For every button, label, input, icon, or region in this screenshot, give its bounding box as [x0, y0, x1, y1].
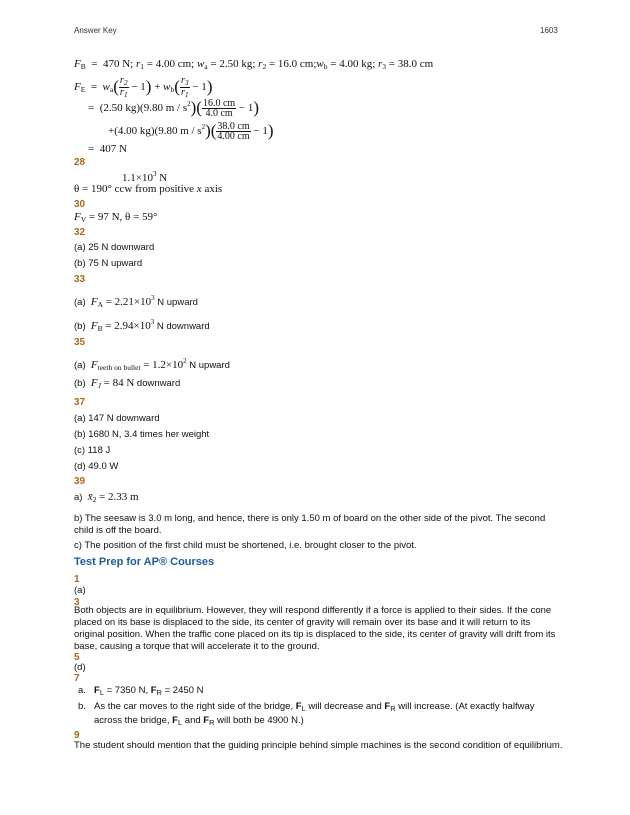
page-number: 1603 — [540, 26, 558, 35]
section-heading-test-prep: Test Prep for AP® Courses — [74, 556, 215, 568]
problem-37-number: 37 — [74, 397, 86, 408]
problem-32-a: (a) 25 N downward — [74, 242, 155, 253]
problem-28-magnitude: $1.1\times 10^3$ N — [122, 170, 168, 184]
problem-30-answer: $F_V = 97$ N, θ = 59° — [74, 211, 158, 224]
tp-7-a-label: a. — [78, 685, 86, 696]
eq-result: = 407 N — [88, 143, 127, 155]
tp-1-answer: (a) — [74, 585, 86, 596]
running-header: Answer Key — [74, 26, 117, 35]
problem-35-number: 35 — [74, 337, 86, 348]
tp-7-number: 7 — [74, 673, 80, 684]
problem-28-angle: θ = 190° ccw from positive x axis — [74, 183, 223, 195]
tp-3-number: 3 — [74, 597, 80, 608]
problem-37-d: (d) 49.0 W — [74, 461, 119, 472]
problem-32-b: (b) 75 N upward — [74, 258, 143, 269]
problem-37-a: (a) 147 N downward — [74, 413, 160, 424]
eq-line-1: $F_B = 470$ N; $r_1 = 4.00$ cm; $w_a = 2.50$ kg; $r_2 = 16.0$ $cm;w_b = 4.00$ kg; $r_3 = 38.0$ cm — [74, 58, 434, 71]
problem-39-number: 39 — [74, 476, 86, 487]
eq-line-3: = (2.50 kg)(9.80 m / $s^2$)( $\frac{16.0 cm}{4.0 cm}$ − 1) — [88, 97, 260, 119]
problem-33-number: 33 — [74, 274, 86, 285]
problem-28-number: 28 — [74, 157, 86, 168]
problem-37-b: (b) 1680 N, 3.4 times her weight — [74, 429, 210, 440]
tp-7-b-answer: As the car moves to the right side of the bridge, $F_L$ will decrease and $F_R$ will increase. (At exactly halfway across the bridge, $F_L$ and $F_R$ will both be 4900 N.) — [94, 701, 535, 727]
problem-32-number: 32 — [74, 227, 86, 238]
eq-line-4: +(4.00 kg)(9.80 m / $s^2$)( $\frac{38.0 cm}{4.00 cm}$ − 1) — [108, 120, 274, 142]
tp-5-number: 5 — [74, 652, 80, 663]
problem-39-c: c) The position of the first child must be shortened, i.e. brought closer to the pivot. — [74, 540, 417, 551]
eq-line-2: $F_E = w_a$( $\frac{r_2}{r_1}$ − $1) + w_b$( $\frac{r_3}{r_1}$ − 1) — [74, 75, 213, 99]
problem-35-a: (a) $F_{teeth on bullet} = 1.2\times 10^2$ N upward — [74, 357, 230, 372]
tp-7-b-label: b. — [78, 701, 86, 712]
problem-33-a: (a) $F_A = 2.21\times 10^3$ N upward — [74, 294, 198, 309]
tp-7-a-answer: $F_L = 7350$ N, $F_R = 2450$ N — [94, 685, 204, 697]
tp-3-answer: Both objects are in equilibrium. However, they will respond differently if a force is applied to their sides. If the cone placed on its base is displaced to the side, its center of gravity will remain over its base and it will return to its original position. When the traffic cone placed on its tip is displaced to the side, its center of gravity will drift from its base, causing a torque that will accelerate it to the ground. — [74, 605, 556, 652]
problem-35-b: (b) $F_J = 84$ N downward — [74, 377, 181, 390]
problem-39-a: a) $x̄_2 = 2.33$ m — [74, 491, 139, 504]
problem-37-c: (c) 118 J — [74, 445, 111, 456]
tp-5-answer: (d) — [74, 662, 86, 673]
problem-39-b: b) The seesaw is 3.0 m long, and hence, there is only 1.50 m of board on the other side of the pivot. The second child is off the board. — [74, 513, 546, 536]
problem-33-b: (b) $F_B = 2.94\times 10^3$ N downward — [74, 318, 210, 333]
tp-1-number: 1 — [74, 574, 80, 585]
tp-9-number: 9 — [74, 730, 80, 741]
tp-9-answer: The student should mention that the guiding principle behind simple machines is the second condition of equilibrium. — [74, 740, 563, 751]
problem-30-number: 30 — [74, 199, 86, 210]
